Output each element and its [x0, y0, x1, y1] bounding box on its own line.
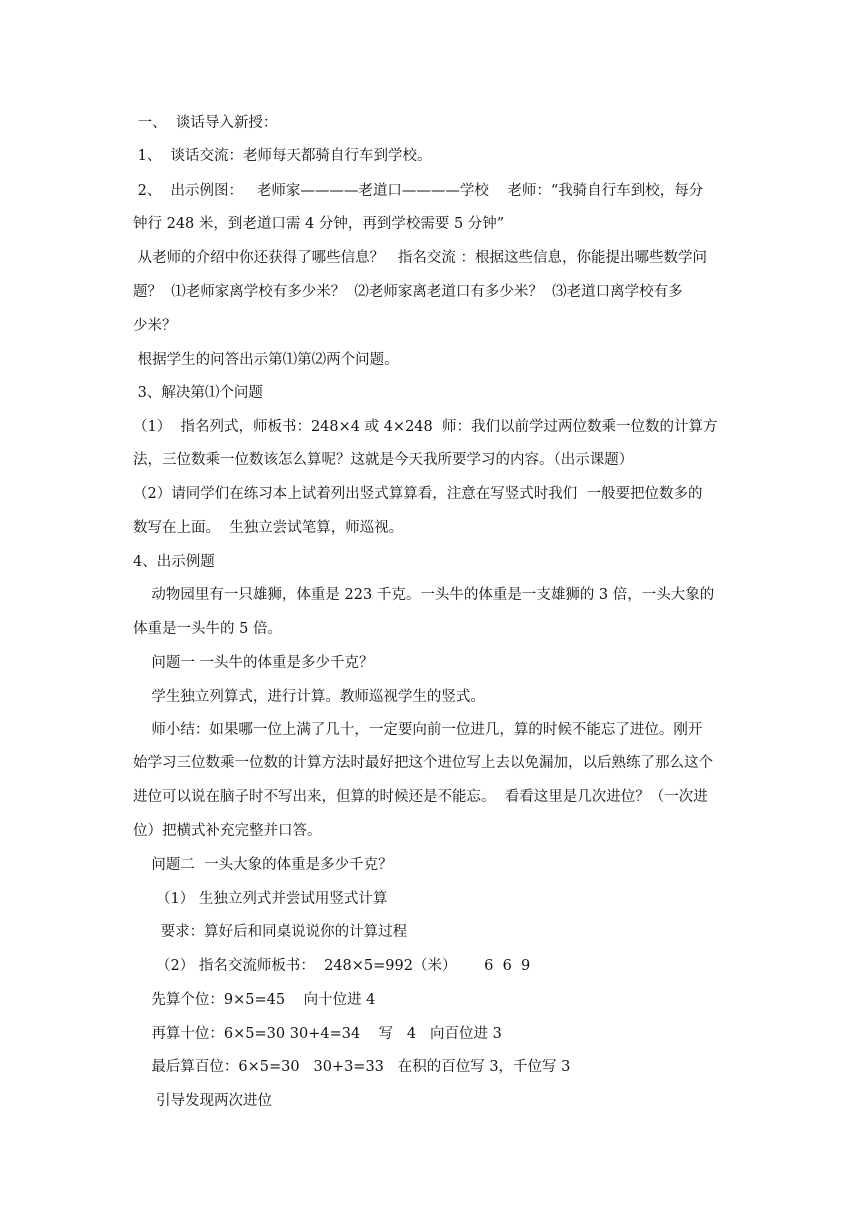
text-line: 问题一 一头牛的体重是多少千克？ — [133, 655, 374, 671]
section-heading: 一、 谈话导入新授： — [133, 115, 278, 131]
text-line: 要求：算好后和同桌说说你的计算过程 — [133, 924, 408, 940]
text-line: 问题二 一头大象的体重是多少千克？ — [133, 857, 393, 873]
text-line: 1、 谈话交流：老师每天都骑自行车到学校。 — [133, 148, 432, 164]
text-line: 钟行 248 米，到老道口需 4 分钟，再到学校需要 5 分钟” — [133, 216, 505, 232]
text-line: 少米？ — [133, 318, 177, 334]
text-line: 最后算百位：6×5=30 30+3=33 在积的百位写 3，千位写 3 — [133, 1059, 571, 1075]
text-line: 2、 出示例图： 老师家————老道口————学校 老师：“我骑自行车到校，每分 — [133, 183, 704, 199]
text-line: 法，三位数乘一位数该怎么算呢？这就是今天我所要学习的内容。（出示课题） — [133, 452, 634, 468]
text-line: 根据学生的问答出示第⑴第⑵两个问题。 — [133, 352, 399, 368]
text-line: 再算十位：6×5=30 30+4=34 写 4 向百位进 3 — [133, 1026, 502, 1042]
text-line: 从老师的介绍中你还获得了哪些信息？ 指名交流 ：根据这些信息，你能提出哪些数学问 — [133, 250, 708, 266]
text-line: 进位可以说在脑子时不写出来，但算的时候还是不能忘。 看看这里是几次进位？（一次进 — [133, 789, 708, 805]
text-line: 引导发现两次进位 — [133, 1093, 273, 1109]
text-line: （2） 指名交流师板书： 248×5=992（米） 6 6 9 — [133, 958, 531, 974]
text-line: 体重是一头牛的 5 倍。 — [133, 621, 282, 637]
text-line: 题？ ⑴老师家离学校有多少米？ ⑵老师家离老道口有多少米？ ⑶老道口离学校有多 — [133, 284, 683, 300]
text-line: （1） 生独立列式并尝试用竖式计算 — [133, 891, 388, 907]
text-line: 动物园里有一只雄狮，体重是 223 千克。一头牛的体重是一支雄狮的 3 倍，一头大象的 — [133, 587, 715, 603]
text-line: 始学习三位数乘一位数的计算方法时最好把这个进位写上去以免漏加，以后熟练了那么这个 — [133, 755, 713, 771]
text-line: 学生独立列算式，进行计算。教师巡视学生的竖式。 — [133, 689, 485, 705]
text-line: （2）请同学们在练习本上试着列出竖式算算看，注意在写竖式时我们 一般要把位数多的 — [133, 486, 703, 502]
text-line: 3、解决第⑴个问题 — [133, 385, 263, 401]
text-line: 师小结：如果哪一位上满了几十，一定要向前一位进几，算的时候不能忘了进位。刚开 — [133, 722, 703, 738]
text-line: （1） 指名列式，师板书：248×4 或 4×248 师：我们以前学过两位数乘一位数的计算方 — [133, 419, 718, 435]
section-heading: 4、出示例题 — [133, 554, 215, 570]
text-line: 数写在上面。 生独立尝试笔算，师巡视。 — [133, 520, 404, 536]
text-line: 先算个位：9×5=45 向十位进 4 — [133, 992, 376, 1008]
text-line: 位）把横式补充完整并口答。 — [133, 823, 322, 839]
